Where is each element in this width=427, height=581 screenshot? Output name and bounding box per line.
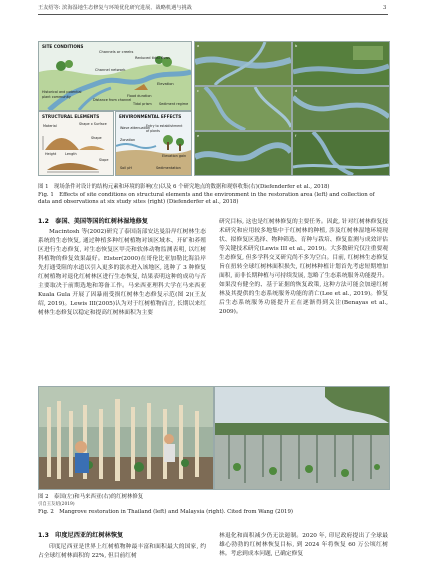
label-zonation: Zonation [120,138,136,142]
figure-1-caption-cn: 图 1 现场条件对设计的结构元素和环境的影响(左)以及 6 个研究地点的数据和观察收集(右)(Diefenderfer et al., 2018) [38,184,330,190]
photo-tag-d: d [295,89,298,93]
structural-elements-title: STRUCTURAL ELEMENTS [42,114,100,119]
photo-tag-c: c [197,89,199,93]
figure-2-caption-cn: 图 2 泰国(左)和马来西亚(右)的红树林修复 [38,494,144,500]
label-plant-community: Historical and potential plant community [42,90,82,99]
label-elevation: Elevation [157,82,174,86]
site-conditions-panel [38,41,192,111]
aerial-photo-grid [194,41,388,174]
running-header: 王友绍等: 滨海湿地生态修复与环境优化研究进展、战略机遇与挑战 [38,5,192,11]
section-1-3-heading: 1.3 印度尼西亚的红树林恢复 [38,532,124,539]
label-height: Height [45,152,57,156]
figure-2-caption-en: Fig. 2 Mangrove restoration in Thailand (left) and Malaysia (right). Cited from Wang (2019) [38,509,293,515]
photo-tag-b: b [295,44,298,48]
label-sedimentation: Sedimentation [156,166,181,170]
label-soil: Soil pH [120,166,132,170]
label-material: Material [43,124,57,128]
photo-tag-f: f [295,134,297,138]
section-1-3-left-column: 印度尼西亚是世界上红树植物种最丰富和面积最大的国家, 约占全球红树林面积的 22%, 但目前红树 [38,544,206,559]
thailand-restoration-photo [38,386,214,490]
section-1-3-right-column: 林退化和面积减少仍无法遏制。2020 年, 印尼政府提出了全球最雄心勃勃的红树林恢复目标, 到 2024 年将恢复 60 万公顷红树林。考虑到成本问题, 已确定修复 [219,533,388,557]
photo-tag-e: e [197,134,200,138]
aerial-photo-a [194,41,292,86]
label-sediment: Sediment regime [159,102,189,106]
aerial-photo-f [292,131,390,176]
aerial-photo-c [194,86,292,131]
header-rule [38,14,388,15]
figure-2-source: 引自王友绍(2019) [38,502,75,507]
label-wave: Wave attenuation [120,126,151,130]
structural-elements-panel [38,111,114,176]
label-shape: Shape [91,136,102,140]
label-slope: Slope [99,158,109,162]
label-channel-network: Channel network [95,68,126,72]
page-number: 3 [383,5,387,11]
label-distance: Distance from channel [93,98,132,102]
label-shape-surface: Shape x Surface [79,122,107,126]
figure-1-caption-en: Fig. 1 Effects of site conditions on structural elements and the environment in the restoration area (left) and collection of data and observations at six study sites (right) (Diefenderfer et al., 2018) [38,192,375,206]
label-flood: Flood duration [127,94,152,98]
photo-tag-a: a [197,44,200,48]
environmental-effects-title: ENVIRONMENTAL EFFECTS [119,114,182,119]
figure-2 [38,386,388,488]
label-reduced-tidal: Reduced tidal flows [135,56,171,60]
section-1-2-heading: 1.2 泰国、美国等国的红树林湿地修复 [38,218,148,225]
label-channels: Channels or creeks [99,50,134,54]
aerial-photo-e [194,131,292,176]
malaysia-restoration-photo [214,386,390,490]
environmental-effects-panel [115,111,192,176]
label-entry: Entry to establishment of plants [146,124,183,133]
section-1-2-left-column: Macintosh 等(2002)研究了泰国南部安达曼沿岸红树林生态系统的生态恢复, 通过种植多种红树植物对该区域本、开矿和养殖区进行生态修复, 对生态恢复区甲壳和软体动物监测表明, 以红树科植物的修复效果最好。Elster(2000)在哥伦比亚加勒比海沿岸先打通受阻的水道以引入更多的淡水进入该地区, 选种了 3 种修复红树植物对退化红树林区进行生态恢复, 结果表明这种的成功与否主要取决于前期选地和筹备工作。马来西亚理科大学在马来西亚 Kuala Gula 开展了因暴雨受损红树林生态修复示范(图 2)(王友绍, 2019)。Lewis III(2005)认为对于红树植物而言, 长期以来红树林生态修复以稳定和提高红树林面积为主要 [38,229,206,316]
aerial-photo-b [292,41,390,86]
label-tidal-prism: Tidal prism [133,102,152,106]
label-elevation-gain: Elevation gain [162,154,187,158]
site-conditions-title: SITE CONDITIONS [42,44,84,49]
aerial-photo-d [292,86,390,131]
section-1-2-right-column: 研究目标, 这也是红树林修复的主要任务。因此, 针对红树林修复技术研究和应用较多地集中于红树林的种植, 涉及红树林湿地环境现状、拟修复区选择、物种筛选、育种与栽培、修复监测与成效评估等关键技术研究(Lewis III et al., 2019)。大多数研究仅注重要观生态修复, 但多学科交叉研究尚不多为空白。目前, 红树林生态修复旨在扭转全球红树林面积损失, 红树林种植计划首先考虑短期增加面积, 而非长期种植与可持续发展, 忽略了生态系统服务功能提升。如果没有健全的、基于证据的恢复政策, 这种方法可能会加速红树林及其提供的生态系统服务功能的消亡(Lee et al., 2019)。修复后生态系统服务功能提升正在逐渐得到关注(Benayas et al., 2009)。 [219,219,388,315]
figure-1 [38,41,388,174]
label-length: Length [65,152,77,156]
